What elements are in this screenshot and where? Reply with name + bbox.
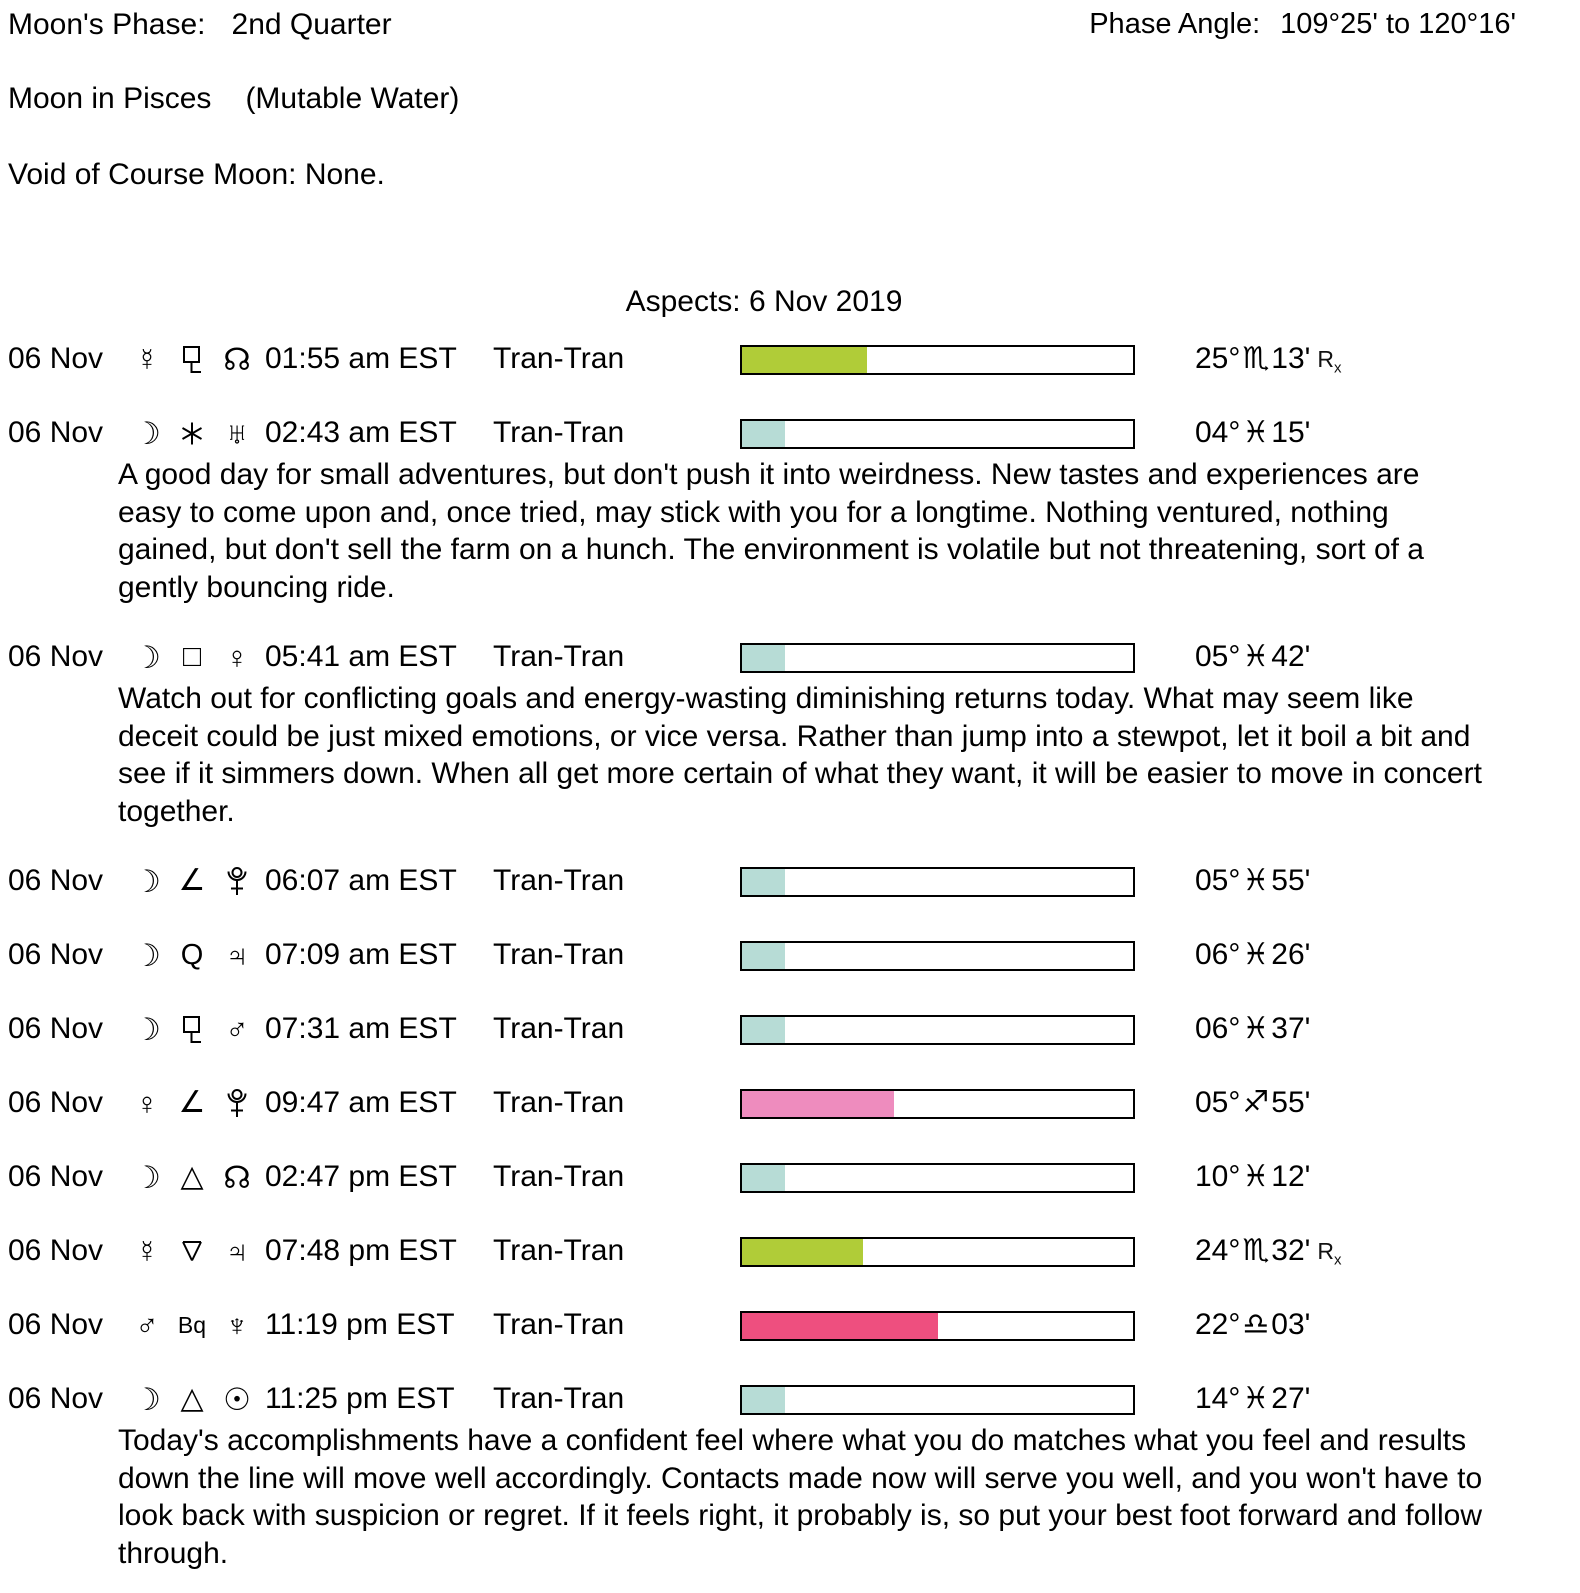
node-icon: ☊	[223, 1159, 251, 1195]
aspect-body2	[214, 1140, 260, 1214]
orb-bar	[740, 867, 1135, 897]
moons-phase-label: Moon's Phase:	[8, 8, 206, 41]
aspect-degree	[1195, 918, 1310, 992]
aspect-date: 06 Nov	[8, 1160, 104, 1193]
aspect-body2	[214, 322, 260, 396]
aspect-type: Tran-Tran	[493, 416, 625, 449]
square-icon: □	[182, 640, 202, 673]
aspect-body2	[214, 992, 260, 1066]
aspect-degree	[1195, 620, 1310, 694]
aspect-type: Tran-Tran	[493, 1308, 625, 1341]
aspect-date: 06 Nov	[8, 938, 104, 971]
aspect-degree	[1195, 1362, 1310, 1436]
aspect-symbol	[170, 396, 214, 470]
aspect-body1	[124, 1288, 170, 1362]
aspect-body1	[124, 918, 170, 992]
quintile-icon: Q	[180, 938, 204, 971]
orb-bar	[740, 345, 1135, 375]
degree-minutes: 27'	[1271, 1382, 1311, 1415]
moon-icon: ☽	[133, 639, 161, 675]
aspect-type: Tran-Tran	[493, 640, 625, 673]
degree-minutes: 37'	[1271, 1012, 1311, 1045]
aspect-symbol	[170, 1214, 214, 1288]
orb-bar	[740, 1237, 1135, 1267]
aspect-symbol	[170, 620, 214, 694]
aspect-time: 07:31 am EST	[265, 1012, 457, 1045]
degree-number: 04°	[1195, 416, 1241, 449]
mars-icon: ♂	[225, 1011, 249, 1047]
moon-icon: ☽	[133, 415, 161, 451]
aspect-body2	[214, 396, 260, 470]
moon-sign-value: Moon in Pisces	[8, 82, 212, 115]
aspect-time: 07:48 pm EST	[265, 1234, 457, 1267]
moon-icon: ☽	[133, 1381, 161, 1417]
aspect-time: 02:47 pm EST	[265, 1160, 457, 1193]
trine-icon: △	[180, 1382, 204, 1415]
semisquare-icon: ∠	[178, 1086, 206, 1119]
aspect-body1	[124, 1140, 170, 1214]
aspect-symbol	[170, 1140, 214, 1214]
aspect-row	[0, 918, 1580, 992]
aspect-body1	[124, 322, 170, 396]
degree-minutes: 15'	[1271, 416, 1311, 449]
aspect-symbol	[170, 1288, 214, 1362]
aspect-date: 06 Nov	[8, 1308, 104, 1341]
pisces-icon: ♓	[1242, 938, 1270, 971]
node-icon: ☊	[223, 341, 251, 377]
pisces-icon: ♓	[1242, 1382, 1270, 1415]
pisces-icon: ♓	[1242, 416, 1270, 449]
aspect-body1	[124, 992, 170, 1066]
moon-icon: ☽	[133, 863, 161, 899]
orb-bar	[740, 643, 1135, 673]
phase-angle-value: 109°25' to 120°16'	[1280, 8, 1516, 40]
uranus-icon: ♅	[225, 415, 249, 451]
mercury-icon: ☿	[135, 1233, 159, 1269]
aspect-time: 01:55 am EST	[265, 342, 457, 375]
mercury-icon: ☿	[135, 341, 159, 377]
sun-icon: ☉	[223, 1381, 251, 1417]
degree-number: 06°	[1195, 938, 1241, 971]
aspect-type: Tran-Tran	[493, 1160, 625, 1193]
aspect-body1	[124, 1362, 170, 1436]
orb-bar-fill	[742, 1313, 938, 1339]
degree-minutes: 12'	[1271, 1160, 1311, 1193]
aspect-time: 09:47 am EST	[265, 1086, 457, 1119]
aspect-date: 06 Nov	[8, 1086, 104, 1119]
aspect-date: 06 Nov	[8, 1012, 104, 1045]
aspects-title: Aspects: 6 Nov 2019	[625, 285, 903, 318]
orb-bar	[740, 1311, 1135, 1341]
aspect-symbol	[170, 992, 214, 1066]
orb-bar	[740, 419, 1135, 449]
sextile-icon	[180, 421, 204, 446]
sesquiquadrate-icon	[181, 1014, 203, 1044]
phase-angle-line	[1089, 8, 1516, 41]
orb-bar-fill	[742, 1387, 785, 1413]
aspect-degree	[1195, 322, 1342, 396]
aspect-body2	[214, 620, 260, 694]
aspect-body1	[124, 620, 170, 694]
moon-sign-quality: (Mutable Water)	[245, 82, 460, 115]
degree-minutes: 26'	[1271, 938, 1311, 971]
neptune-icon: ♆	[225, 1307, 249, 1343]
orb-bar-fill	[742, 347, 867, 373]
aspect-body2	[214, 1362, 260, 1436]
aspect-date: 06 Nov	[8, 864, 104, 897]
aspect-row	[0, 844, 1580, 918]
aspects-list	[0, 322, 1580, 1586]
aspect-date: 06 Nov	[8, 1382, 104, 1415]
orb-bar-fill	[742, 869, 785, 895]
moon-sign-line	[8, 82, 459, 116]
moon-icon: ☽	[133, 1011, 161, 1047]
aspect-note: A good day for small adventures, but don't push it into weirdness. New tastes and experiences are easy to come upon and, once tried, may stick with you for a longtime. Nothing ventured, nothing gained, but don't sell the farm on a hunch. The environment is volatile but not threatening, sort of a gently bouncing ride.	[118, 458, 1424, 604]
aspect-time: 05:41 am EST	[265, 640, 457, 673]
degree-number: 05°	[1195, 640, 1241, 673]
scorpio-icon: ♏	[1242, 342, 1270, 375]
aspect-note: Watch out for conflicting goals and energy-wasting diminishing returns today. What may seem like deceit could be just mixed emotions, or vice versa. Rather than jump into a stewpot, let it boil a bit and see if it simmers down. When all get more certain of what they want, it will be easier to move in concert together.	[118, 682, 1482, 828]
degree-minutes: 55'	[1271, 1086, 1311, 1119]
aspect-body1	[124, 1066, 170, 1140]
pluto-icon	[227, 1088, 247, 1119]
venus-icon: ♀	[225, 639, 249, 675]
aspect-body2	[214, 1288, 260, 1362]
orb-bar	[740, 941, 1135, 971]
pisces-icon: ♓	[1242, 1012, 1270, 1045]
aspect-symbol	[170, 1066, 214, 1140]
mars-icon: ♂	[135, 1307, 159, 1343]
aspect-row	[0, 322, 1580, 396]
moon-icon: ☽	[133, 1159, 161, 1195]
aspect-body2	[214, 1066, 260, 1140]
aspect-time: 11:19 pm EST	[265, 1308, 455, 1341]
scorpio-icon: ♏	[1242, 1234, 1270, 1267]
aspect-row	[0, 1288, 1580, 1362]
aspect-row	[0, 1066, 1580, 1140]
orb-bar-fill	[742, 645, 785, 671]
aspect-row	[0, 1214, 1580, 1288]
aspect-type: Tran-Tran	[493, 1382, 625, 1415]
degree-number: 14°	[1195, 1382, 1241, 1415]
degree-number: 24°	[1195, 1234, 1241, 1267]
retrograde-indicator: $R_x$	[1317, 345, 1342, 377]
degree-number: 22°	[1195, 1308, 1241, 1341]
aspect-symbol	[170, 1362, 214, 1436]
jupiter-icon: ♃	[225, 937, 249, 973]
aspect-date: 06 Nov	[8, 342, 104, 375]
void-of-course-line: Void of Course Moon: None.	[8, 158, 385, 191]
degree-number: 06°	[1195, 1012, 1241, 1045]
aspect-time: 07:09 am EST	[265, 938, 457, 971]
aspect-body2	[214, 918, 260, 992]
aspect-symbol	[170, 844, 214, 918]
aspect-degree	[1195, 844, 1310, 918]
orb-bar-fill	[742, 943, 785, 969]
degree-minutes: 13'	[1271, 342, 1311, 375]
moon-icon: ☽	[133, 937, 161, 973]
aspect-type: Tran-Tran	[493, 1086, 625, 1119]
orb-bar	[740, 1163, 1135, 1193]
trine-icon: △	[180, 1160, 204, 1193]
aspect-type: Tran-Tran	[493, 864, 625, 897]
orb-bar	[740, 1015, 1135, 1045]
aspect-row	[0, 396, 1580, 470]
jupiter-icon: ♃	[225, 1233, 249, 1269]
pluto-icon	[227, 866, 247, 897]
semisquare-icon: ∠	[178, 864, 206, 897]
degree-number: 10°	[1195, 1160, 1241, 1193]
aspect-degree	[1195, 992, 1310, 1066]
aspect-row	[0, 992, 1580, 1066]
aspect-type: Tran-Tran	[493, 938, 625, 971]
aspect-degree	[1195, 1214, 1342, 1288]
libra-icon: ♎	[1242, 1308, 1270, 1341]
orb-bar-fill	[742, 1239, 863, 1265]
aspect-note: Today's accomplishments have a confident feel where what you do matches what you feel and results down the line will move well accordingly. Contacts made now will serve you well, and you won't have to look back with suspicion or regret. If it feels right, it probably is, so put your best foot forward and follow through.	[118, 1424, 1483, 1570]
pisces-icon: ♓	[1242, 864, 1270, 897]
aspect-date: 06 Nov	[8, 640, 104, 673]
aspect-degree	[1195, 1066, 1310, 1140]
moons-phase-line	[8, 8, 392, 42]
sagittarius-icon: ♐	[1242, 1086, 1270, 1119]
orb-bar-fill	[742, 1165, 785, 1191]
pisces-icon: ♓	[1242, 1160, 1270, 1193]
aspect-degree	[1195, 1140, 1310, 1214]
orb-bar-fill	[742, 421, 785, 447]
aspect-body1	[124, 396, 170, 470]
aspect-time: 06:07 am EST	[265, 864, 457, 897]
aspect-degree	[1195, 1288, 1310, 1362]
moons-phase-value: 2nd Quarter	[231, 8, 392, 41]
degree-number: 25°	[1195, 342, 1241, 375]
aspect-symbol	[170, 918, 214, 992]
retrograde-indicator: $R_x$	[1317, 1237, 1342, 1269]
aspect-body2	[214, 844, 260, 918]
degree-minutes: 32'	[1271, 1234, 1311, 1267]
orb-bar-fill	[742, 1091, 894, 1117]
aspect-row	[0, 1362, 1580, 1436]
aspect-symbol	[170, 322, 214, 396]
degree-minutes: 55'	[1271, 864, 1311, 897]
pisces-icon: ♓	[1242, 640, 1270, 673]
semisextile-icon	[181, 1240, 203, 1262]
aspect-type: Tran-Tran	[493, 1012, 625, 1045]
aspect-time: 02:43 am EST	[265, 416, 457, 449]
aspect-row	[0, 620, 1580, 694]
aspect-degree	[1195, 396, 1310, 470]
aspect-date: 06 Nov	[8, 1234, 104, 1267]
sesquiquadrate-icon	[181, 344, 203, 374]
aspect-body1	[124, 844, 170, 918]
phase-angle-label: Phase Angle:	[1089, 8, 1261, 40]
orb-bar-fill	[742, 1017, 785, 1043]
venus-icon: ♀	[135, 1085, 159, 1121]
aspect-row	[0, 1140, 1580, 1214]
aspect-type: Tran-Tran	[493, 342, 625, 375]
degree-number: 05°	[1195, 864, 1241, 897]
degree-minutes: 03'	[1271, 1308, 1311, 1341]
aspect-body2	[214, 1214, 260, 1288]
biquintile-icon: Bq	[177, 1311, 207, 1338]
orb-bar	[740, 1089, 1135, 1119]
aspect-time: 11:25 pm EST	[265, 1382, 455, 1415]
degree-number: 05°	[1195, 1086, 1241, 1119]
degree-minutes: 42'	[1271, 640, 1311, 673]
aspect-body1	[124, 1214, 170, 1288]
aspect-date: 06 Nov	[8, 416, 104, 449]
orb-bar	[740, 1385, 1135, 1415]
aspect-type: Tran-Tran	[493, 1234, 625, 1267]
